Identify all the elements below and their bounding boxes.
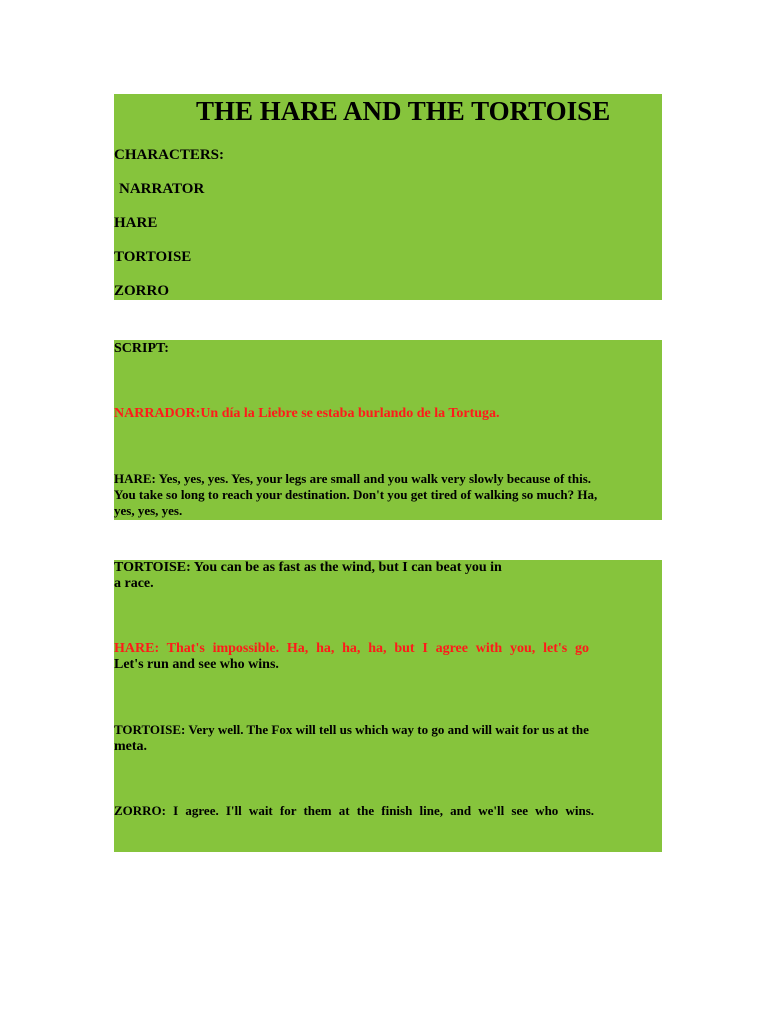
- tortoise-line-1: TORTOISE: You can be as fast as the wind, but I can beat you in: [114, 560, 502, 575]
- hare-reply-line-1: HARE: That's impossible. Ha, ha, ha, ha, but I agree with you, let's go: [114, 641, 589, 656]
- hare-reply-line-2: Let's run and see who wins.: [114, 657, 279, 672]
- tortoise-reply-line-1: TORTOISE: Very well. The Fox will tell us which way to go and will wait for us at the: [114, 722, 589, 737]
- script-block: [114, 340, 662, 520]
- page-title: THE HARE AND THE TORTOISE: [196, 96, 611, 126]
- zorro-line: ZORRO: I agree. I'll wait for them at the finish line, and we'll see who wins.: [114, 803, 594, 818]
- tortoise-line-2: a race.: [114, 576, 154, 591]
- narrator-line: NARRADOR:Un día la Liebre se estaba burlando de la Tortuga.: [114, 406, 500, 421]
- character-tortoise: TORTOISE: [114, 249, 192, 265]
- script-heading: SCRIPT:: [114, 341, 169, 356]
- character-zorro: ZORRO: [114, 283, 170, 299]
- characters-block: [114, 94, 662, 300]
- dialogue-block: [114, 560, 662, 852]
- character-hare: HARE: [114, 215, 158, 231]
- characters-heading: CHARACTERS:: [114, 147, 225, 163]
- hare-line-1: HARE: Yes, yes, yes. Yes, your legs are small and you walk very slowly because of this.: [114, 471, 592, 486]
- hare-line-3: yes, yes, yes.: [114, 503, 183, 518]
- hare-line-2: You take so long to reach your destination. Don't you get tired of walking so much? Ha,: [114, 487, 598, 502]
- tortoise-reply-line-2: meta.: [114, 739, 148, 754]
- character-narrator: NARRATOR: [119, 181, 205, 197]
